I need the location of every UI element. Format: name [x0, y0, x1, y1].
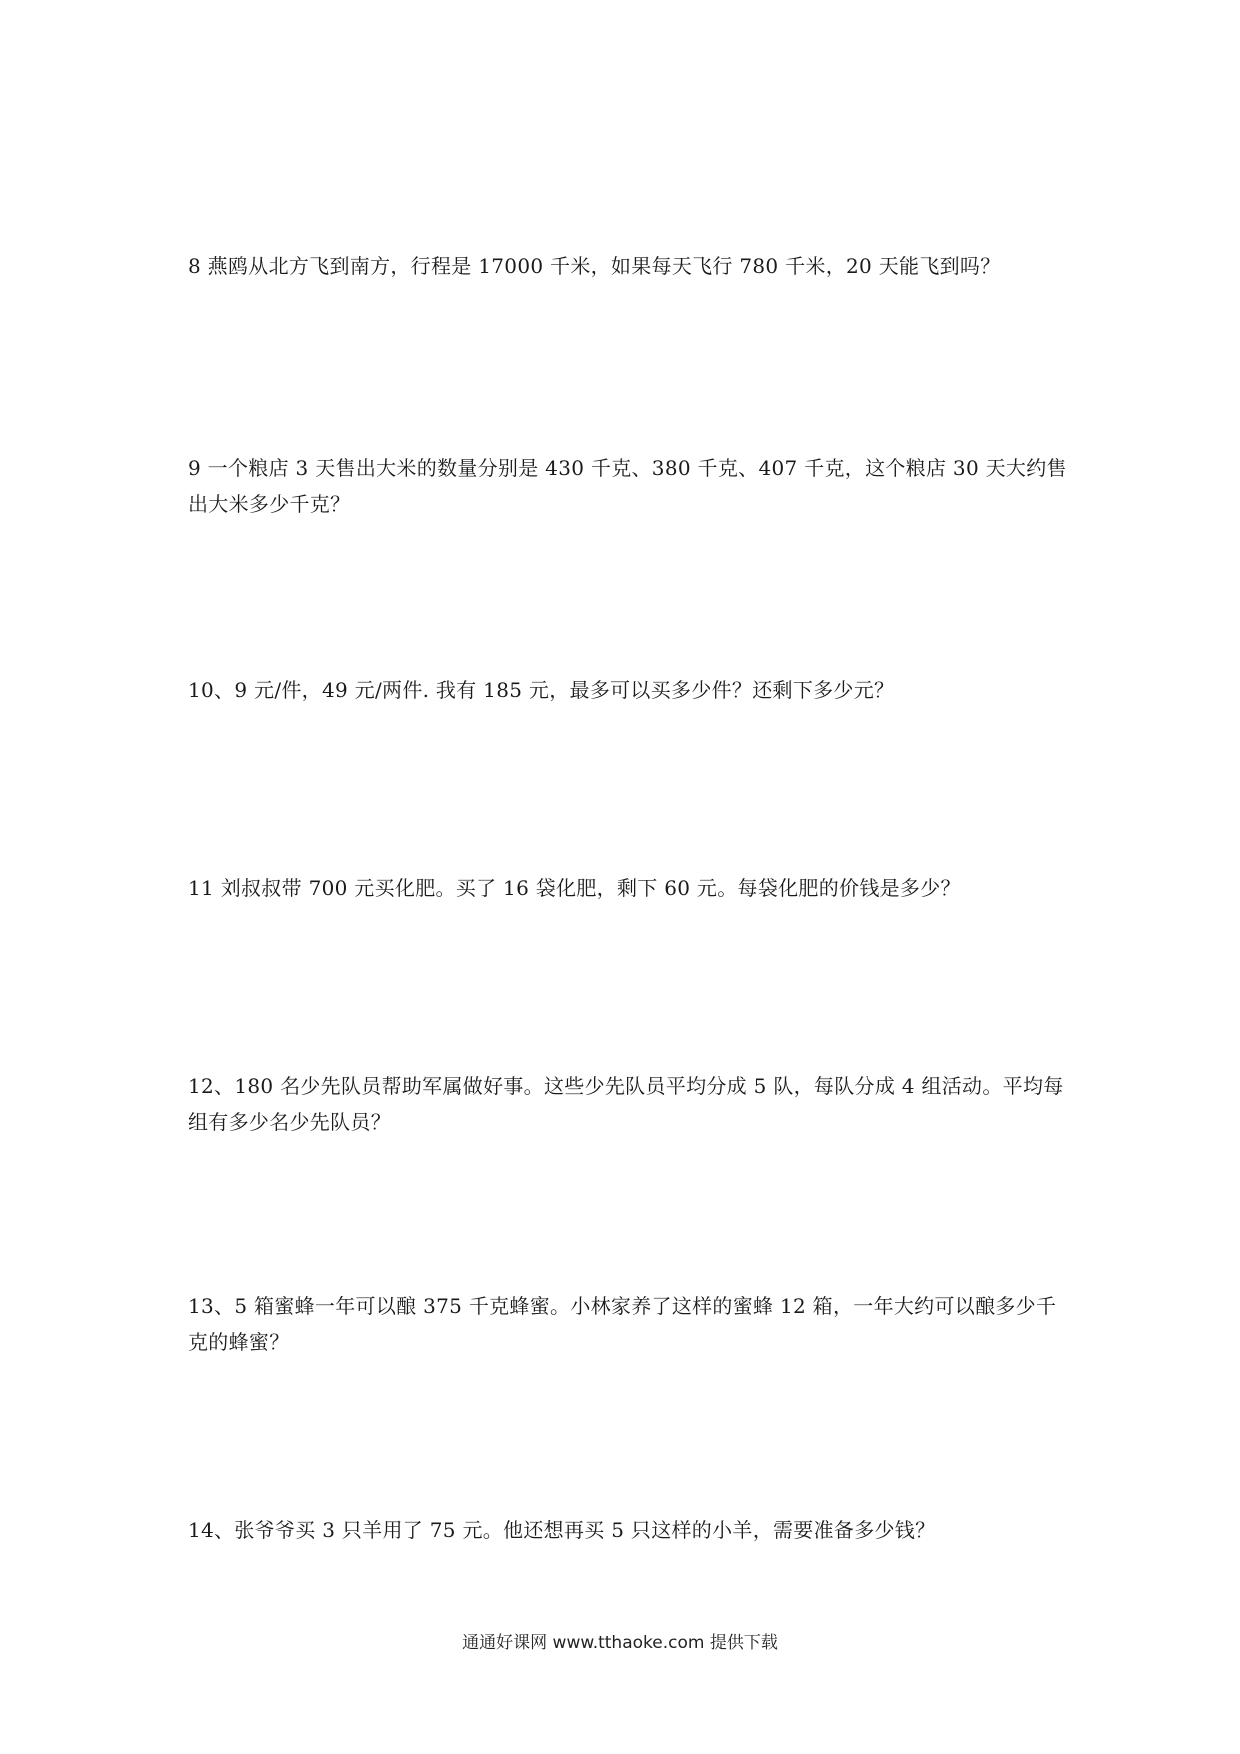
question-13: 13、5 箱蜜蜂一年可以酿 375 千克蜂蜜。小林家养了这样的蜜蜂 12 箱，一年大约可以酿多少千克的蜂蜜？ — [188, 1294, 1057, 1354]
question-10: 10、9 元/件，49 元/两件. 我有 185 元，最多可以买多少件？还剩下多少元？ — [188, 678, 895, 702]
footer-source: 通通好课网 www.tthaoke.com 提供下载 — [462, 1633, 778, 1653]
question-14: 14、张爷爷买 3 只羊用了 75 元。他还想再买 5 只这样的小羊，需要准备多少钱？ — [188, 1518, 936, 1542]
question-12: 12、180 名少先队员帮助军属做好事。这些少先队员平均分成 5 队，每队分成 4 组活动。平均每组有多少名少先队员？ — [188, 1074, 1064, 1134]
question-11: 11 刘叔叔带 700 元买化肥。买了 16 袋化肥，剩下 60 元。每袋化肥的价钱是多少？ — [188, 876, 961, 900]
question-8: 8 燕鸥从北方飞到南方，行程是 17000 千米，如果每天飞行 780 千米，20 天能飞到吗？ — [188, 254, 1001, 278]
question-9: 9 一个粮店 3 天售出大米的数量分别是 430 千克、380 千克、407 千克，这个粮店 30 天大约售出大米多少千克？ — [188, 456, 1067, 516]
